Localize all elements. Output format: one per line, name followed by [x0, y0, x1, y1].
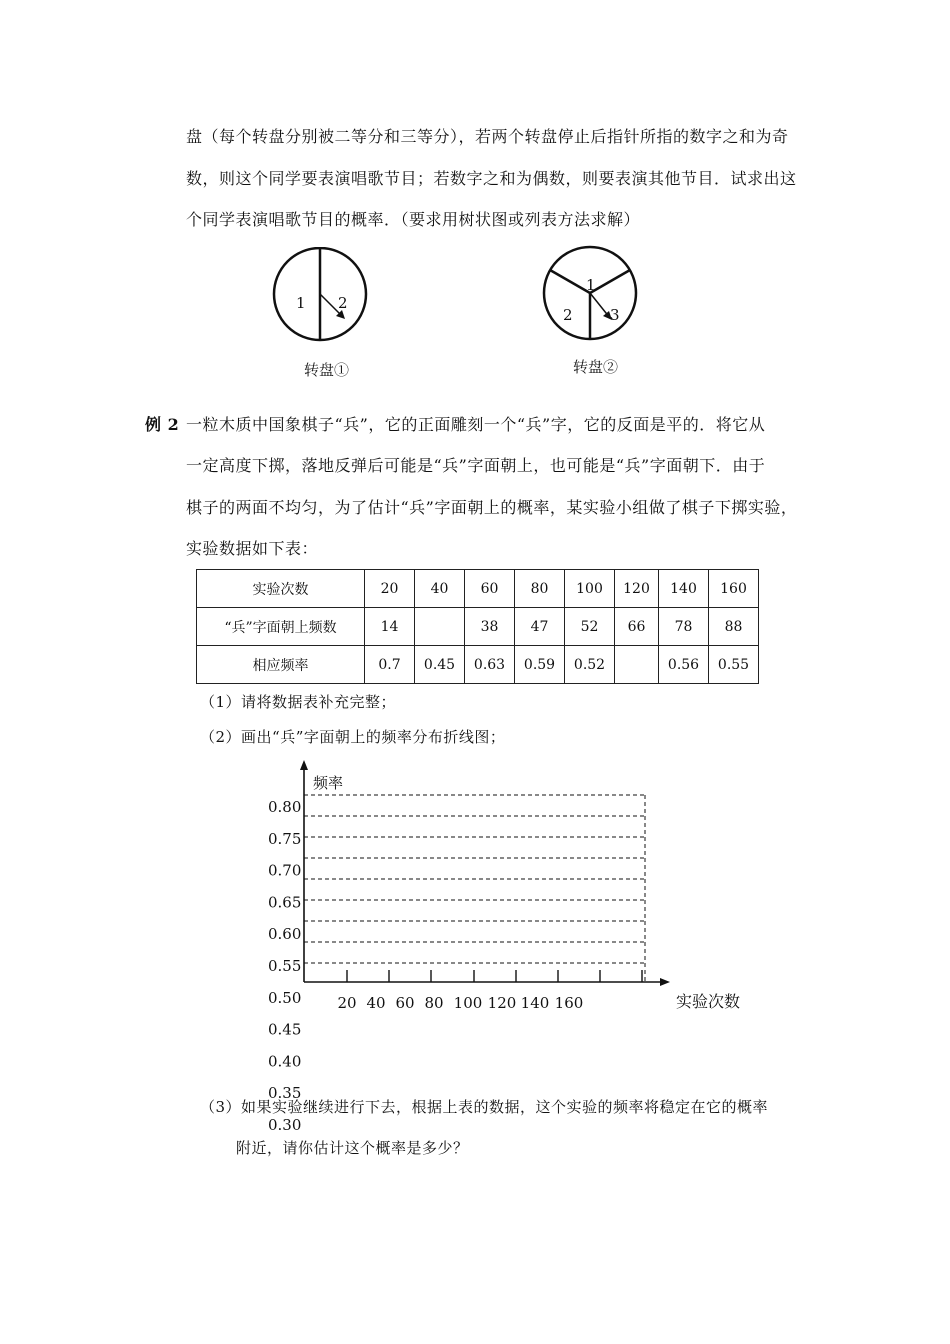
table-cell: 0.59 — [515, 646, 565, 684]
x-tick-label: 60 — [395, 994, 415, 1012]
spinner-2-label-3: 3 — [610, 306, 620, 324]
example2-line-1: 一粒木质中国象棋子“兵”，它的正面雕刻一个“兵”字，它的反面是平的．将它从 — [186, 415, 766, 434]
table-cell: “兵”字面朝上频数 — [197, 608, 365, 646]
table-cell: 0.56 — [659, 646, 709, 684]
table-cell: 0.63 — [465, 646, 515, 684]
question-3-line-1: （3）如果实验继续进行下去，根据上表的数据，这个实验的频率将稳定在它的概率 — [200, 1098, 769, 1116]
x-tick-label: 80 — [424, 994, 444, 1012]
question-1: （1）请将数据表补充完整； — [200, 693, 397, 711]
spinner-1-label-2: 2 — [338, 294, 348, 312]
y-tick-label: 0.45 — [268, 1020, 302, 1039]
question-3-line-2: 附近，请你估计这个概率是多少？ — [236, 1139, 469, 1157]
x-axis-label: 实验次数 — [676, 992, 741, 1011]
table-cell: 0.7 — [365, 646, 415, 684]
example-2-tag: 例 2 — [145, 415, 180, 434]
x-tick-label: 140 — [520, 994, 550, 1012]
table-cell: 0.45 — [415, 646, 465, 684]
y-tick-label: 0.60 — [268, 925, 302, 944]
table-cell: 40 — [415, 570, 465, 608]
table-cell: 88 — [709, 608, 759, 646]
x-tick-label: 160 — [554, 994, 584, 1012]
spinner-2-label-2: 2 — [563, 306, 573, 324]
question-2: （2）画出“兵”字面朝上的频率分布折线图； — [200, 728, 506, 746]
x-tick-label: 120 — [487, 994, 517, 1012]
y-axis-label: 频率 — [313, 774, 344, 792]
x-tick-label: 20 — [337, 994, 357, 1012]
table-cell: 80 — [515, 570, 565, 608]
y-tick-label: 0.70 — [268, 861, 302, 880]
x-tick-label: 100 — [453, 994, 483, 1012]
x-axis-arrow — [660, 978, 670, 986]
spinner-2-label-1: 1 — [586, 276, 596, 294]
table-cell: 0.52 — [565, 646, 615, 684]
table-cell: 100 — [565, 570, 615, 608]
x-tick-label: 40 — [366, 994, 386, 1012]
table-cell: 47 — [515, 608, 565, 646]
y-tick-label: 0.55 — [268, 957, 302, 975]
y-tick-label: 0.80 — [268, 798, 302, 816]
example2-line-4: 实验数据如下表： — [186, 539, 319, 558]
y-tick-label: 0.35 — [268, 1084, 302, 1103]
y-tick-label: 0.40 — [268, 1052, 302, 1071]
table-cell: 14 — [365, 608, 415, 646]
spinner-2-caption: 转盘② — [573, 358, 619, 376]
y-tick-label: 0.30 — [268, 1116, 302, 1134]
y-axis-arrow — [300, 760, 308, 770]
table-cell: 140 — [659, 570, 709, 608]
table-cell: 78 — [659, 608, 709, 646]
table-cell: 60 — [465, 570, 515, 608]
table-cell: 66 — [615, 608, 659, 646]
table-cell: 160 — [709, 570, 759, 608]
table-cell: 38 — [465, 608, 515, 646]
table-cell: 实验次数 — [197, 570, 365, 608]
example2-line-2: 一定高度下掷，落地反弹后可能是“兵”字面朝上，也可能是“兵”字面朝下．由于 — [186, 456, 766, 475]
spinner-1-caption: 转盘① — [304, 361, 350, 379]
table-cell: 20 — [365, 570, 415, 608]
problem1-line-2: 数，则这个同学要表演唱歌节目；若数字之和为偶数，则要表演其他节目．试求出这 — [186, 169, 797, 188]
table-cell: 相应频率 — [197, 646, 365, 684]
problem1-line-3: 个同学表演唱歌节目的概率．（要求用树状图或列表方法求解） — [186, 210, 641, 229]
table-cell: 52 — [565, 608, 615, 646]
y-tick-label: 0.65 — [268, 893, 302, 912]
problem1-line-1: 盘（每个转盘分别被二等分和三等分），若两个转盘停止后指针所指的数字之和为奇 — [186, 127, 789, 146]
table-cell: 0.55 — [709, 646, 759, 684]
table-cell: 120 — [615, 570, 659, 608]
y-tick-label: 0.75 — [268, 829, 302, 848]
y-tick-label: 0.50 — [268, 988, 302, 1007]
example2-line-3: 棋子的两面不均匀，为了估计“兵”字面朝上的概率，某实验小组做了棋子下掷实验， — [186, 498, 798, 517]
spinner-1-label-1: 1 — [296, 294, 306, 312]
